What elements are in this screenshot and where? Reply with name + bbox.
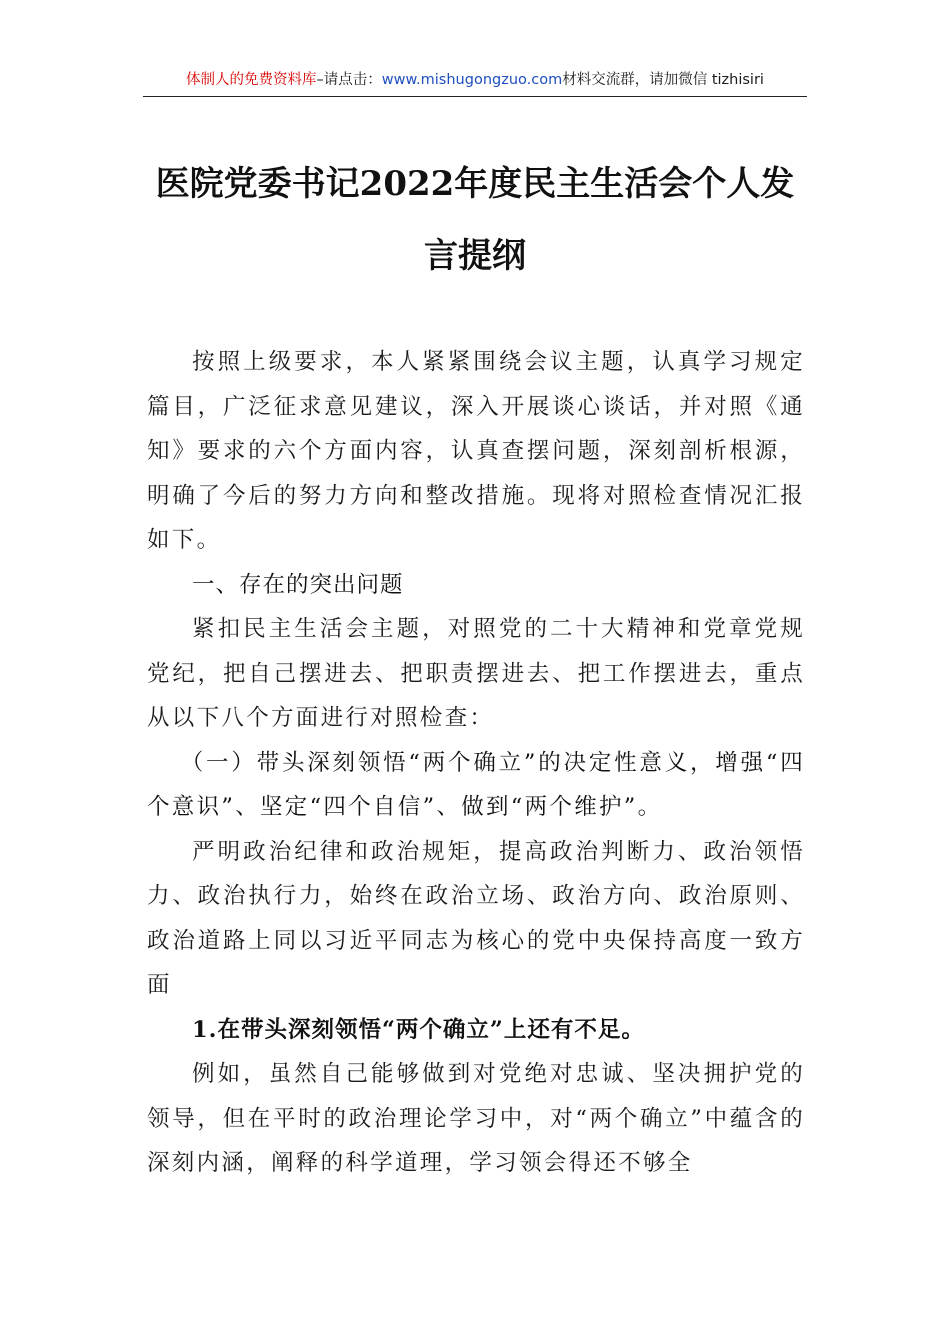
point-paragraph: 例如，虽然自己能够做到对党绝对忠诚、坚决拥护党的领导，但在平时的政治理论学习中，对“两个确立”中蕴含的深刻内涵，阐释的科学道理，学习领会得还不够全 (147, 1061, 805, 1176)
header-prompt: –请点击： (316, 72, 382, 88)
section-intro-paragraph: 紧扣民主生活会主题，对照党的二十大精神和党章党规党纪，把自己摆进去、把职责摆进去、把工作摆进去，重点从以下八个方面进行对照检查： (147, 616, 805, 731)
point-heading-1: 1.在带头深刻领悟“两个确立”上还有不足。 (192, 1016, 645, 1043)
section-heading-1: 一、存在的突出问题 (192, 571, 404, 598)
subsection-heading-1: （一）带头深刻领悟“两个确立”的决定性意义，增强“四个意识”、坚定“四个自信”、做到“两个维护”。 (147, 749, 805, 820)
header-suffix: 材料交流群，请加微信 tizhisiri (562, 72, 764, 88)
title-line-1: 医院党委书记2022年度民主生活会个人发 (155, 164, 795, 204)
page-header (143, 66, 807, 97)
title-line-2: 言提纲 (424, 236, 526, 276)
subsection-paragraph: 严明政治纪律和政治规矩，提高政治判断力、政治领悟力、政治执行力，始终在政治立场、政治方向、政治原则、政治道路上同以习近平同志为核心的党中央保持高度一致方面 (147, 838, 805, 998)
document-body (147, 340, 805, 1186)
header-site-name: 体制人的免费资料库 (186, 72, 317, 88)
document-title (100, 148, 850, 292)
header-url-link[interactable]: www.mishugongzuo.com (381, 72, 563, 88)
intro-paragraph: 按照上级要求，本人紧紧围绕会议主题，认真学习规定篇目，广泛征求意见建议，深入开展谈心谈话，并对照《通知》要求的六个方面内容，认真查摆问题，深刻剖析根源，明确了今后的努力方向和整改措施。现将对照检查情况汇报如下。 (147, 349, 805, 553)
